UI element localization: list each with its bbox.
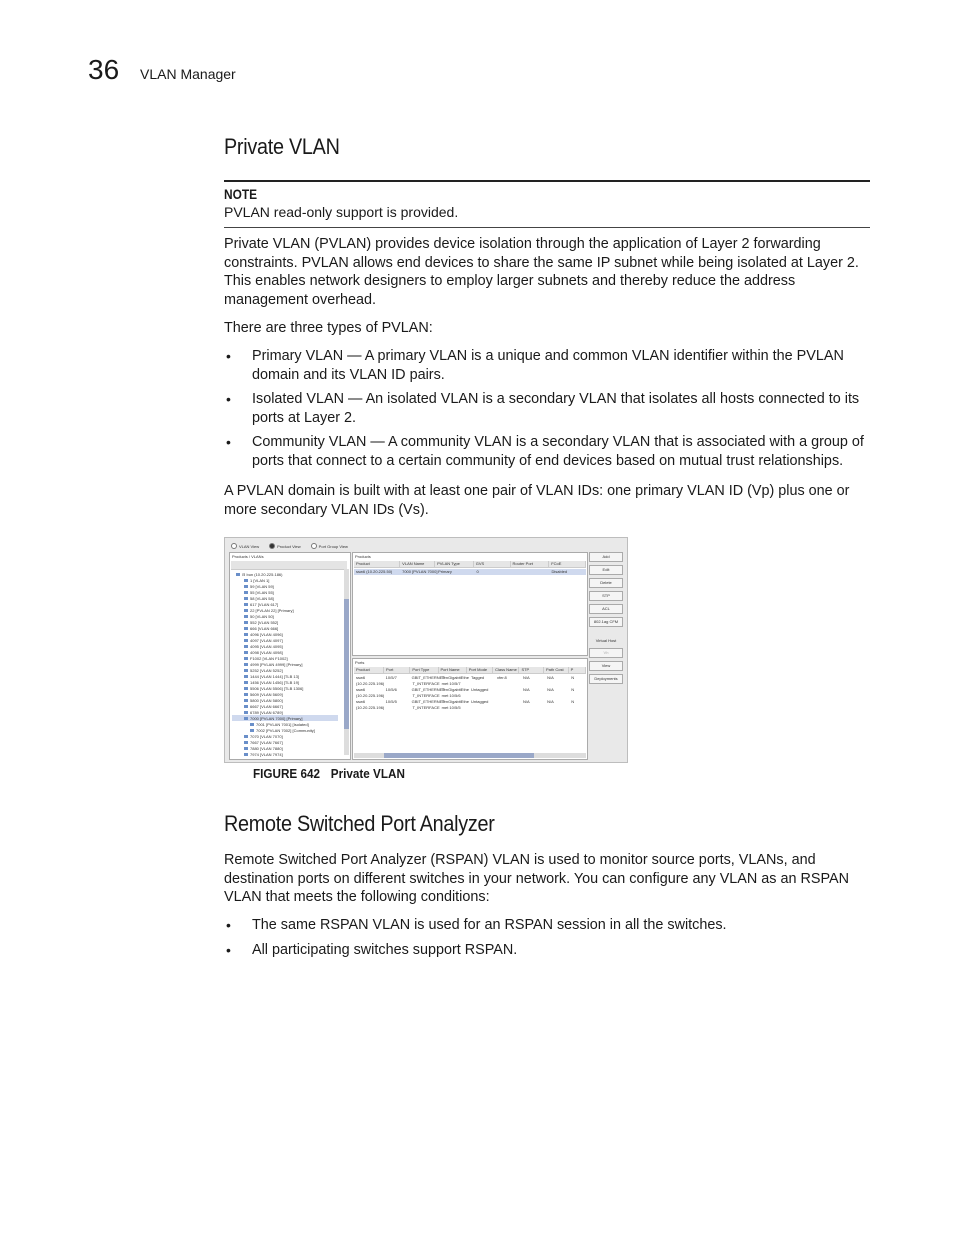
vlan-node-icon <box>250 729 254 732</box>
tree-item-label: 1456 [VLAN 1456] [TLB 19] <box>250 679 299 685</box>
tree-item-label: 4097 [VLAN 4097] <box>250 637 283 643</box>
action-buttons <box>589 552 623 687</box>
column-header[interactable]: Port <box>384 667 410 673</box>
column-header[interactable]: Product <box>354 561 400 567</box>
tree-item-label: 58 [VLAN 58] <box>250 595 274 601</box>
list-item: • The same RSPAN VLAN is used for an RSPAN session in all the switches. <box>224 916 870 935</box>
tree-item-label: 7880 [VLAN 7880] <box>250 745 283 751</box>
scrollbar-thumb[interactable] <box>384 753 534 758</box>
ports-scrollbar[interactable] <box>354 753 586 758</box>
list-item: • Primary VLAN — A primary VLAN is a unique and common VLAN identifier within the PVLAN domain and its VLAN ID pairs. <box>224 347 870 384</box>
table-cell: N/A <box>547 675 554 680</box>
tree-item-label: 7000 [PVLAN 7000] [Primary] <box>250 715 303 721</box>
table-cell <box>520 705 544 711</box>
vlan-node-icon <box>244 633 248 636</box>
note-label: NOTE <box>224 186 258 202</box>
table-cell: 10/5/5 <box>385 699 397 704</box>
pvlan-types-intro: There are three types of PVLAN: <box>224 320 433 336</box>
table-cell: TenGigabitEthe <box>441 699 470 704</box>
table-cell: Untagged <box>471 699 489 704</box>
vlan-node-icon <box>244 651 248 654</box>
tree-item-label: F1002 [VLAN F1002] <box>250 655 288 661</box>
tree-item-label: 617 [VLAN 617] <box>250 601 279 607</box>
vlan-node-icon <box>244 597 248 600</box>
tree-item-label: 552 [VLAN 552] <box>250 619 279 625</box>
table-cell: GBIT_ETHERNET <box>411 687 445 692</box>
table-cell: 0 <box>476 569 479 574</box>
column-header[interactable]: FCoE <box>549 561 586 567</box>
tree-item-label: 6667 [VLAN 6667] <box>250 703 283 709</box>
table-cell: met 10/5/5 <box>441 705 461 710</box>
column-header[interactable]: Port Mode <box>467 667 493 673</box>
radio-selected-icon <box>269 543 275 549</box>
vlan-node-icon <box>244 741 248 744</box>
vlan-node-icon <box>244 753 248 756</box>
table-cell: N/A <box>547 699 554 704</box>
table-cell: N/A <box>522 675 530 680</box>
vlan-node-icon <box>244 615 248 618</box>
table-cell <box>494 705 520 711</box>
tree-item-label: 4999 [PVLAN 4999] [Primary] <box>250 661 303 667</box>
column-header[interactable]: Path Cost <box>544 667 569 673</box>
table-cell: N <box>571 687 575 692</box>
column-header[interactable]: Product <box>354 667 384 673</box>
tree-item-label: 1444 [VLAN 1444] [TLB 13] <box>250 673 299 679</box>
radio-icon <box>231 543 237 549</box>
radio-label: Port Group View <box>318 543 348 549</box>
radio-product-view[interactable] <box>269 543 301 549</box>
vlan-node-icon <box>244 657 248 660</box>
tree-item-label: 5506 [VLAN 5506] [TLB 1306] <box>250 685 304 691</box>
private-vlan-screenshot <box>224 537 628 763</box>
vlan-node-icon <box>244 735 248 738</box>
table-cell <box>384 705 410 711</box>
vlan-node-icon <box>244 699 248 702</box>
deployments-button[interactable]: Deployments <box>589 674 623 684</box>
vlan-node-icon <box>244 645 248 648</box>
tree-item-label: 4098 [VLAN 4098] <box>250 649 283 655</box>
column-header[interactable]: PVLAN Type <box>435 561 474 567</box>
vlan-node-icon <box>244 591 248 594</box>
ports-header <box>354 667 586 674</box>
tree-item-label: 7667 [VLAN 7667] <box>250 739 283 745</box>
cfm-button[interactable]: 802.1ag CFM <box>589 617 623 627</box>
table-cell <box>511 569 549 575</box>
vlan-node-icon <box>250 723 254 726</box>
column-header[interactable]: GVS <box>474 561 511 567</box>
list-item: • Isolated VLAN — An isolated VLAN is a secondary VLAN that isolates all hosts connected to its ports at Layer 2. <box>224 390 870 427</box>
vlan-node-icon <box>244 675 248 678</box>
vlan-node-icon <box>244 705 248 708</box>
rspan-conditions-list <box>224 916 870 959</box>
tree-list <box>232 571 338 757</box>
table-cell: GBIT_ETHERNET <box>411 675 445 680</box>
table-cell: GBIT_ETHERNET <box>411 699 445 704</box>
virtual-host-label: Virtual Host <box>595 638 617 643</box>
scrollbar-thumb[interactable] <box>344 599 349 729</box>
products-header <box>354 561 586 568</box>
table-cell: TenGigabitEthe <box>441 675 470 680</box>
vlan-node-icon <box>244 603 248 606</box>
vlan-node-icon <box>244 663 248 666</box>
vlan-node-icon <box>244 711 248 714</box>
table-cell: ssw6 (10.20.225.50) <box>356 569 393 574</box>
pvlan-domain-paragraph: A PVLAN domain is built with at least one pair of VLAN IDs: one primary VLAN ID (Vp) plus one or more secondary VLAN IDs (Vs). <box>224 483 850 518</box>
table-cell <box>545 705 569 711</box>
radio-label: Product View <box>277 543 301 549</box>
table-cell: N/A <box>522 699 530 704</box>
table-cell: N/A <box>547 687 554 692</box>
list-item: • All participating switches support RSPAN. <box>224 941 870 960</box>
radio-icon <box>311 543 317 549</box>
table-cell: 7000 [PVLAN 7000] <box>402 569 438 574</box>
table-cell: Untagged <box>471 687 489 692</box>
tree-item-label: 1 [VLAN 1] <box>250 577 270 583</box>
private-vlan-heading: Private VLAN <box>224 134 340 159</box>
tree-item-label: 7002 [PVLAN 7002] [Community] <box>256 727 315 733</box>
note-text: PVLAN read-only support is provided. <box>224 204 459 220</box>
vlan-node-icon <box>244 585 248 588</box>
vlan-node-icon <box>244 621 248 624</box>
column-header[interactable]: Router Port <box>511 561 550 567</box>
chapter-title: VLAN Manager <box>140 66 236 82</box>
table-cell: ssw6 <box>356 675 366 680</box>
tree-title: Products / VLANs <box>232 554 264 559</box>
radio-label: VLAN View <box>239 543 260 549</box>
ports-title: Ports <box>355 660 365 665</box>
tree-item[interactable] <box>232 751 338 757</box>
tree-item-label: 5609 [VLAN 5609] <box>250 691 283 697</box>
tree-item-label: 666 [VLAN 666] <box>250 625 279 631</box>
rspan-heading: Remote Switched Port Analyzer <box>224 811 495 836</box>
tree-item-label: 5252 [VLAN 5252] <box>250 667 283 673</box>
rspan-paragraph: Remote Switched Port Analyzer (RSPAN) VLAN is used to monitor source ports, VLANs, and destination ports on different switches in your network. You can configure any VLAN as an RSPAN VLAN that meets the following conditions: <box>224 852 850 906</box>
column-header[interactable]: Class Name <box>493 667 519 673</box>
vlan-node-icon <box>244 579 248 582</box>
table-cell: (10.20.225.196) <box>356 693 385 698</box>
tree-item-label: 59 [VLAN 59] <box>250 583 274 589</box>
vlan-node-icon <box>244 627 248 630</box>
table-cell: 10/5/7 <box>385 675 397 680</box>
tree-item-label: 50 [VLAN 50] <box>250 613 274 619</box>
tree-toolbar[interactable] <box>231 561 347 570</box>
table-cell: xfer.8 <box>497 675 507 680</box>
table-cell: Disabled <box>551 569 568 574</box>
figure-label: FIGURE 642 <box>253 766 320 781</box>
tree-item-label: 7974 [VLAN 7974] <box>250 751 283 757</box>
ports-table <box>352 658 588 760</box>
tree-scrollbar[interactable] <box>344 569 349 755</box>
edit-button[interactable]: Edit <box>589 565 623 575</box>
list-item: • Community VLAN — A community VLAN is a secondary VLAN that is associated with a group of ports that connect to a certain community of end devices based on mutual trust relationships. <box>224 433 870 470</box>
pvlan-intro-paragraph: Private VLAN (PVLAN) provides device isolation through the application of Layer 2 forwarding constraints. PVLAN allows end devices to share the same IP subnet while being isolated at Layer 2. This enables network designers to employ larger subnets and thereby reduce the address management overhead. <box>224 236 859 308</box>
table-cell: ssw6 <box>356 687 366 692</box>
vlan-node-icon <box>244 639 248 642</box>
vlan-node-icon <box>244 687 248 690</box>
table-row[interactable] <box>354 705 586 711</box>
table-cell: T_INTERFACE <box>412 693 440 698</box>
vlan-node-icon <box>244 681 248 684</box>
column-header[interactable]: Port Name <box>439 667 467 673</box>
table-cell: N <box>571 699 575 704</box>
table-cell: T_INTERFACE <box>412 681 440 686</box>
vlan-node-icon <box>244 669 248 672</box>
table-cell: (10.20.225.196) <box>356 705 385 710</box>
note-box <box>224 180 870 228</box>
vlan-node-icon <box>244 717 248 720</box>
tree-item-label: 4096 [VLAN 4096] <box>250 631 283 637</box>
table-cell: N <box>571 675 575 680</box>
table-cell: TenGigabitEthe <box>441 687 470 692</box>
figure-caption <box>253 765 405 783</box>
chapter-number: 36 <box>88 54 120 85</box>
pvlan-types-list <box>224 347 870 471</box>
column-header[interactable]: VLAN Name <box>400 561 435 567</box>
column-header[interactable]: P <box>569 667 586 673</box>
table-cell: Primary <box>438 569 452 574</box>
tree-item-label: 7070 [VLAN 7070] <box>250 733 283 739</box>
tree-item-label: 22 [PVLAN 22] [Primary] <box>250 607 294 613</box>
column-header[interactable]: STP <box>519 667 544 673</box>
tree-item-label: 7001 [PVLAN 7001] [Isolated] <box>256 721 309 727</box>
radio-vlan-view[interactable] <box>231 543 259 549</box>
table-cell <box>569 705 586 711</box>
table-cell: Tagged <box>471 675 485 680</box>
vlan-node-icon <box>236 573 240 576</box>
vlan-node-icon <box>244 693 248 696</box>
products-vlans-tree[interactable] <box>229 552 351 760</box>
delete-button[interactable]: Delete <box>589 578 623 588</box>
column-header[interactable]: Port Type <box>410 667 438 673</box>
tree-item-label: ⊟ bun (10.20.225.186) <box>242 571 283 577</box>
view-radio-group <box>231 542 348 550</box>
tree-item-label: 5800 [VLAN 5800] <box>250 697 283 703</box>
table-cell: T_INTERFACE <box>412 705 440 710</box>
table-cell: met 10/5/7 <box>441 681 461 686</box>
vh-button[interactable]: Vh <box>589 648 623 658</box>
tree-item-label: 4095 [VLAN 4095] <box>250 643 283 649</box>
acl-button[interactable]: ACL <box>589 604 623 614</box>
radio-port-group-view[interactable] <box>311 543 348 549</box>
table-cell: ssw6 <box>356 699 366 704</box>
stp-button[interactable]: STP <box>589 591 623 601</box>
add-button[interactable]: Add <box>589 552 623 562</box>
table-cell <box>468 705 494 711</box>
products-table <box>352 552 588 656</box>
products-title: Products <box>355 554 371 559</box>
table-row[interactable] <box>354 569 586 575</box>
table-cell: N/A <box>522 687 530 692</box>
tree-item-label: 6789 [VLAN 6789] <box>250 709 283 715</box>
table-cell: met 10/5/6 <box>441 693 461 698</box>
vlan-node-icon <box>244 609 248 612</box>
view-button[interactable]: View <box>589 661 623 671</box>
figure-title: Private VLAN <box>330 766 405 781</box>
vlan-node-icon <box>244 747 248 750</box>
table-cell: 10/5/6 <box>385 687 397 692</box>
tree-item-label: 55 [VLAN 55] <box>250 589 274 595</box>
table-cell: (10.20.225.196) <box>356 681 385 686</box>
